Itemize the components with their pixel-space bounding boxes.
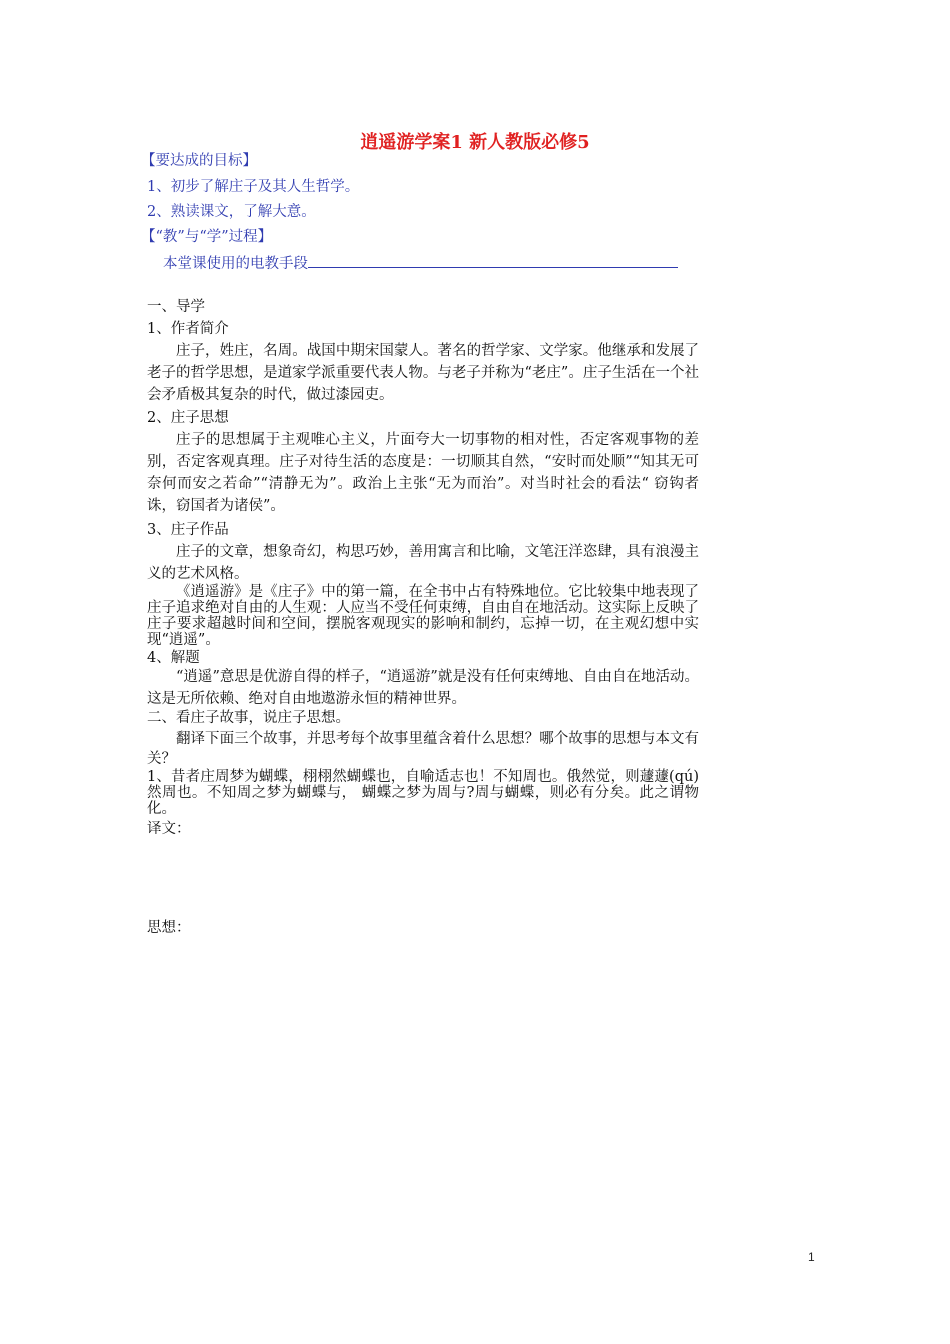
goal-item-1: 1、初步了解庄子及其人生哲学。 xyxy=(147,179,360,195)
process-heading: 【“教”与“学”过程】 xyxy=(141,229,273,245)
thought-heading: 2、庄子思想 xyxy=(147,410,229,426)
media-label: 本堂课使用的电教手段 xyxy=(163,256,308,272)
title-explanation-heading: 4、解题 xyxy=(147,650,200,666)
title-explanation-paragraph: “逍遥”意思是优游自得的样子，“逍遥游”就是没有任何束缚地、自由自在地活动。这是无所依赖、绝对自由地遨游永恒的精神世界。 xyxy=(147,669,699,707)
section2-heading: 二、看庄子故事，说庄子思想。 xyxy=(147,710,350,726)
section1-heading: 一、导学 xyxy=(147,299,205,315)
author-intro-heading: 1、作者简介 xyxy=(147,321,229,337)
xiaoyaoyou-paragraph: 《逍遥游》是《庄子》中的第一篇，在全书中占有特殊地位。它比较集中地表现了庄子追求绝对自由的人生观：人应当不受任何束缚，自由自在地活动。这实际上反映了庄子要求超越时间和空间，摆脱客观现实的影响和制约，忘掉一切，在主观幻想中实现“逍遥”。 xyxy=(147,584,699,648)
goal-item-2: 2、熟读课文，了解大意。 xyxy=(147,204,316,220)
section2-instruction: 翻译下面三个故事，并思考每个故事里蕴含着什么思想？哪个故事的思想与本文有关？ xyxy=(147,731,699,767)
document-title: 逍遥游学案1 新人教版必修5 xyxy=(360,132,590,153)
thought-paragraph: 庄子的思想属于主观唯心主义，片面夸大一切事物的相对性，否定客观事物的差别，否定客观真理。庄子对待生活的态度是：一切顺其自然，“安时而处顺”“知其无可奈何而安之若命”“清静无为”。政治上主张“无为而治”。对当时社会的看法“ 窃钩者诛，窃国者为诸侯”。 xyxy=(147,432,699,514)
story-1: 1、昔者庄周梦为蝴蝶，栩栩然蝴蝶也，自喻适志也！不知周也。俄然觉，则蘧蘧(qú)然周也。不知周之梦为蝴蝶与， 蝴蝶之梦为周与?周与蝴蝶，则必有分矣。此之谓物化。 xyxy=(147,769,699,817)
media-line xyxy=(163,253,678,274)
goals-heading: 【要达成的目标】 xyxy=(141,153,257,169)
page-number: 1 xyxy=(808,1250,815,1264)
thought-label: 思想： xyxy=(147,920,191,936)
media-blank[interactable] xyxy=(308,253,678,268)
author-intro-paragraph: 庄子，姓庄，名周。战国中期宋国蒙人。著名的哲学家、文学家。他继承和发展了老子的哲学思想，是道家学派重要代表人物。与老子并称为“老庄”。庄子生活在一个社会矛盾极其复杂的时代，做过漆园吏。 xyxy=(147,343,699,403)
translation-label: 译文： xyxy=(147,821,191,837)
works-paragraph: 庄子的文章，想象奇幻，构思巧妙，善用寓言和比喻，文笔汪洋恣肆，具有浪漫主义的艺术风格。 xyxy=(147,544,699,582)
works-heading: 3、庄子作品 xyxy=(147,522,229,538)
